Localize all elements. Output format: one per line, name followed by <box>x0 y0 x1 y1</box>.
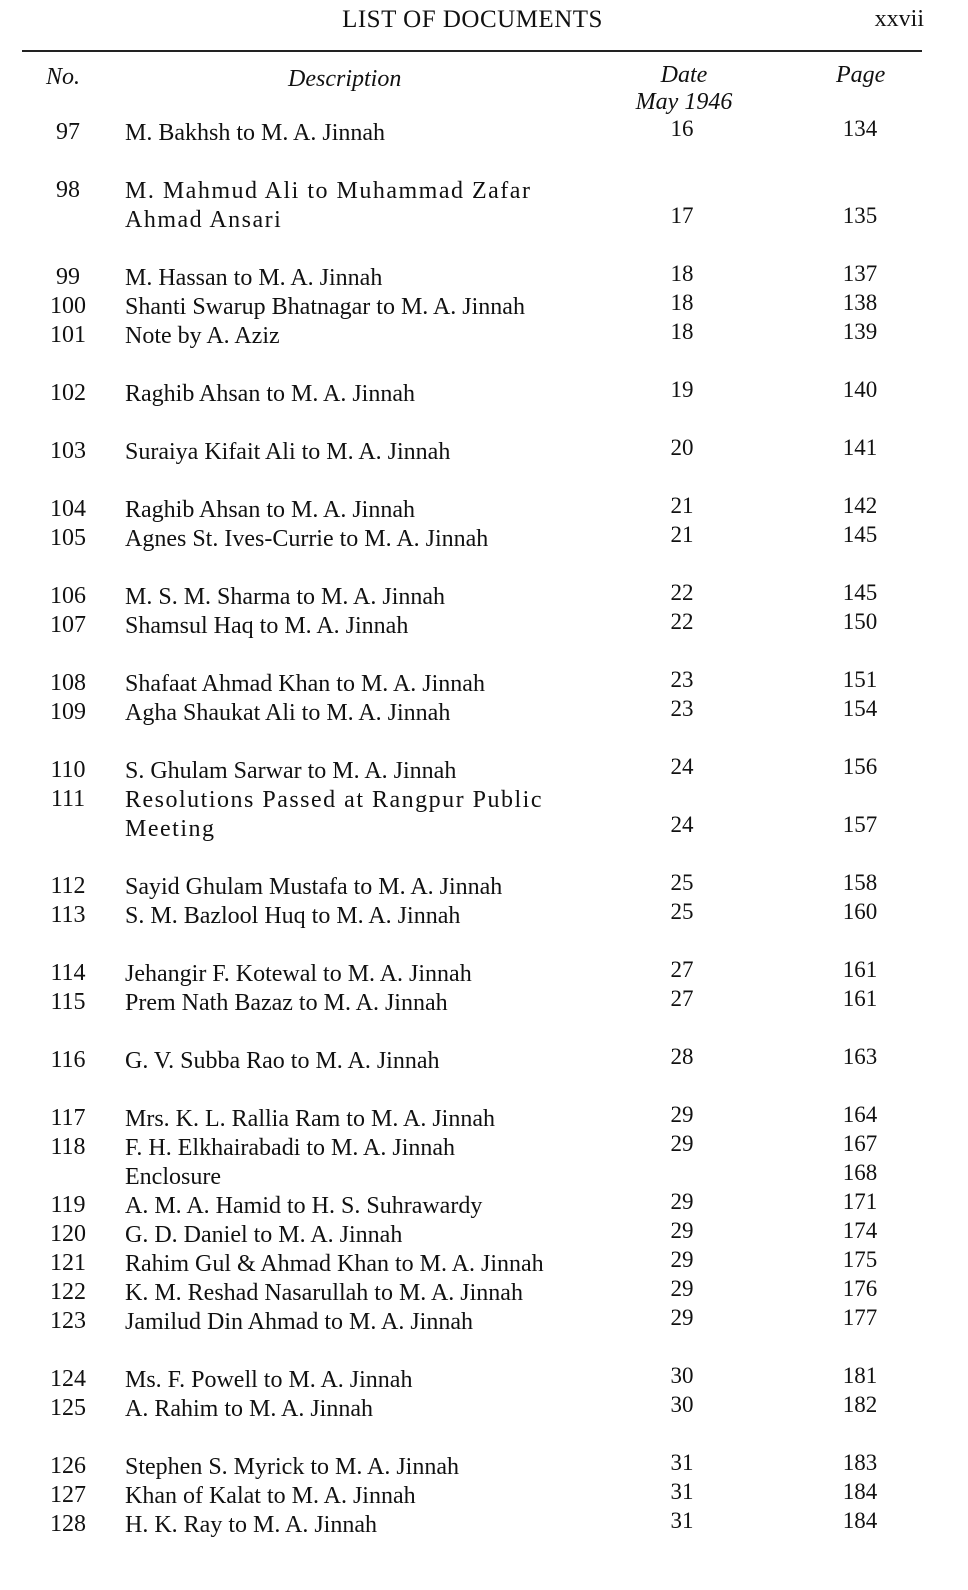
document-number: 126 <box>50 1453 86 1479</box>
document-date: 30 <box>670 1363 694 1388</box>
document-date: 24 <box>670 812 694 837</box>
document-page: 174 <box>842 1218 878 1243</box>
page-title: LIST OF DOCUMENTS <box>342 6 603 33</box>
document-page: 177 <box>842 1305 878 1330</box>
document-number: 102 <box>50 380 86 406</box>
document-description: Shamsul Haq to M. A. Jinnah <box>125 613 409 639</box>
document-number: 115 <box>50 989 86 1015</box>
column-header-date-label: Date <box>660 62 708 88</box>
group-spacer <box>0 638 968 667</box>
document-page: 151 <box>842 667 878 692</box>
document-date: 30 <box>670 1392 694 1417</box>
document-number: 103 <box>50 438 86 464</box>
document-row <box>0 319 968 348</box>
document-row <box>0 957 968 986</box>
document-date: 29 <box>670 1218 694 1243</box>
document-row <box>0 493 968 522</box>
document-number: 128 <box>50 1511 86 1537</box>
document-number: 99 <box>56 264 80 290</box>
document-number: 127 <box>50 1482 86 1508</box>
document-row <box>0 290 968 319</box>
document-date: 29 <box>670 1189 694 1214</box>
document-number: 117 <box>50 1105 86 1131</box>
header-rule <box>22 50 922 52</box>
document-date: 29 <box>670 1305 694 1330</box>
document-number: 123 <box>50 1308 86 1334</box>
document-row <box>0 1131 968 1160</box>
document-row <box>0 870 968 899</box>
document-row <box>0 580 968 609</box>
group-spacer <box>0 1421 968 1450</box>
document-row <box>0 522 968 551</box>
document-row <box>0 667 968 696</box>
document-number: 116 <box>50 1047 86 1073</box>
document-number: 118 <box>50 1134 86 1160</box>
document-description: Note by A. Aziz <box>125 323 280 349</box>
document-description: Jamilud Din Ahmad to M. A. Jinnah <box>125 1309 473 1335</box>
document-date: 17 <box>670 203 694 228</box>
document-page: 145 <box>842 580 878 605</box>
document-number: 105 <box>50 525 86 551</box>
document-description: M. Bakhsh to M. A. Jinnah <box>125 120 386 146</box>
document-description: A. M. A. Hamid to H. S. Suhrawardy <box>125 1193 483 1219</box>
document-date: 31 <box>670 1479 694 1504</box>
document-row <box>0 1392 968 1421</box>
document-date: 25 <box>670 870 694 895</box>
document-row <box>0 261 968 290</box>
document-number: 106 <box>50 583 86 609</box>
document-page: 183 <box>842 1450 878 1475</box>
document-description: Rahim Gul & Ahmad Khan to M. A. Jinnah <box>125 1251 544 1277</box>
document-date: 29 <box>670 1276 694 1301</box>
document-description: Mrs. K. L. Rallia Ram to M. A. Jinnah <box>125 1106 495 1132</box>
document-number: 98 <box>56 177 80 203</box>
document-number: 104 <box>50 496 86 522</box>
document-date: 27 <box>670 986 694 1011</box>
document-page: 182 <box>842 1392 878 1417</box>
document-description: Suraiya Kifait Ali to M. A. Jinnah <box>125 439 451 465</box>
document-page: 150 <box>842 609 878 634</box>
group-spacer <box>0 406 968 435</box>
document-page: 138 <box>842 290 878 315</box>
document-date: 21 <box>670 493 694 518</box>
document-page: 171 <box>842 1189 878 1214</box>
document-description: M. S. M. Sharma to M. A. Jinnah <box>125 584 446 610</box>
document-number: 100 <box>50 293 86 319</box>
document-row <box>0 174 968 232</box>
document-description: S. Ghulam Sarwar to M. A. Jinnah <box>125 758 457 784</box>
document-page: 135 <box>842 203 878 228</box>
group-spacer <box>0 1015 968 1044</box>
document-row <box>0 116 968 145</box>
document-page: 134 <box>842 116 878 141</box>
document-page: 164 <box>842 1102 878 1127</box>
document-page: 160 <box>842 899 878 924</box>
document-date: 29 <box>670 1247 694 1272</box>
document-row <box>0 1305 968 1334</box>
document-date: 22 <box>670 609 694 634</box>
document-page: 168 <box>842 1160 878 1185</box>
document-date: 31 <box>670 1450 694 1475</box>
document-description: S. M. Bazlool Huq to M. A. Jinnah <box>125 903 461 929</box>
document-row <box>0 1247 968 1276</box>
group-spacer <box>0 145 968 174</box>
document-number: 112 <box>50 873 86 899</box>
document-description: Khan of Kalat to M. A. Jinnah <box>125 1483 416 1509</box>
document-number: 113 <box>50 902 86 928</box>
group-spacer <box>0 1334 968 1363</box>
page-number: xxvii <box>874 6 924 32</box>
document-number: 124 <box>50 1366 86 1392</box>
document-date: 29 <box>670 1131 694 1156</box>
document-page: 140 <box>842 377 878 402</box>
document-description: Shanti Swarup Bhatnagar to M. A. Jinnah <box>125 294 525 320</box>
document-page: 175 <box>842 1247 878 1272</box>
group-spacer <box>0 1073 968 1102</box>
document-page: 145 <box>842 522 878 547</box>
document-date: 21 <box>670 522 694 547</box>
document-page: 167 <box>842 1131 878 1156</box>
document-number: 119 <box>50 1192 86 1218</box>
document-row <box>0 1218 968 1247</box>
document-number: 108 <box>50 670 86 696</box>
document-description: K. M. Reshad Nasarullah to M. A. Jinnah <box>125 1280 523 1306</box>
document-row <box>0 986 968 1015</box>
document-date: 29 <box>670 1102 694 1127</box>
document-row <box>0 1450 968 1479</box>
column-header-date <box>624 62 744 116</box>
document-description: M. Hassan to M. A. Jinnah <box>125 265 383 291</box>
document-page: 176 <box>842 1276 878 1301</box>
document-row <box>0 696 968 725</box>
document-row <box>0 435 968 464</box>
document-description: Ms. F. Powell to M. A. Jinnah <box>125 1367 413 1393</box>
document-description: Raghib Ahsan to M. A. Jinnah <box>125 497 416 523</box>
document-description: Enclosure <box>125 1164 221 1190</box>
document-page: 141 <box>842 435 878 460</box>
document-date: 31 <box>670 1508 694 1533</box>
document-description: Sayid Ghulam Mustafa to M. A. Jinnah <box>125 874 503 900</box>
document-page: 142 <box>842 493 878 518</box>
document-date: 28 <box>670 1044 694 1069</box>
document-page: 181 <box>842 1363 878 1388</box>
document-description: F. H. Elkhairabadi to M. A. Jinnah <box>125 1135 456 1161</box>
document-number: 121 <box>50 1250 86 1276</box>
column-header-no: No. <box>46 64 81 90</box>
document-page: 137 <box>842 261 878 286</box>
document-date: 18 <box>670 261 694 286</box>
document-number: 109 <box>50 699 86 725</box>
document-description: Agha Shaukat Ali to M. A. Jinnah <box>125 700 451 726</box>
group-spacer <box>0 725 968 754</box>
document-date: 20 <box>670 435 694 460</box>
document-date: 27 <box>670 957 694 982</box>
document-row <box>0 783 968 841</box>
group-spacer <box>0 928 968 957</box>
document-page: 154 <box>842 696 878 721</box>
document-description: G. V. Subba Rao to M. A. Jinnah <box>125 1048 440 1074</box>
document-number: 125 <box>50 1395 86 1421</box>
document-date: 18 <box>670 319 694 344</box>
document-row <box>0 1189 968 1218</box>
document-description: G. D. Daniel to M. A. Jinnah <box>125 1222 403 1248</box>
document-date: 22 <box>670 580 694 605</box>
group-spacer <box>0 232 968 261</box>
document-description: Stephen S. Myrick to M. A. Jinnah <box>125 1454 459 1480</box>
document-number: 107 <box>50 612 86 638</box>
document-row <box>0 899 968 928</box>
enclosure-row <box>0 1160 968 1189</box>
document-number: 122 <box>50 1279 86 1305</box>
document-page: 158 <box>842 870 878 895</box>
document-description: Prem Nath Bazaz to M. A. Jinnah <box>125 990 448 1016</box>
document-page: 161 <box>842 957 878 982</box>
document-page: 163 <box>842 1044 878 1069</box>
document-date: 16 <box>670 116 694 141</box>
document-page: 139 <box>842 319 878 344</box>
document-date: 23 <box>670 667 694 692</box>
document-list <box>0 116 968 1537</box>
document-date: 23 <box>670 696 694 721</box>
document-row <box>0 754 968 783</box>
document-row <box>0 1276 968 1305</box>
document-number: 111 <box>50 786 86 812</box>
document-description: Raghib Ahsan to M. A. Jinnah <box>125 381 416 407</box>
group-spacer <box>0 841 968 870</box>
column-header-date-sub: May 1946 <box>635 89 733 115</box>
document-number: 114 <box>50 960 86 986</box>
document-row <box>0 1479 968 1508</box>
document-description: A. Rahim to M. A. Jinnah <box>125 1396 374 1422</box>
document-number: 97 <box>56 119 80 145</box>
document-description: H. K. Ray to M. A. Jinnah <box>125 1512 377 1538</box>
column-header-description: Description <box>288 66 402 92</box>
document-page: 184 <box>842 1479 878 1504</box>
column-header-page: Page <box>836 62 886 88</box>
document-date: 18 <box>670 290 694 315</box>
document-row <box>0 1508 968 1537</box>
document-description: Resolutions Passed at Rangpur Public Meeting <box>125 787 543 842</box>
group-spacer <box>0 348 968 377</box>
document-row <box>0 377 968 406</box>
document-page: 157 <box>842 812 878 837</box>
group-spacer <box>0 551 968 580</box>
group-spacer <box>0 464 968 493</box>
document-description: M. Mahmud Ali to Muhammad Zafar Ahmad Ansari <box>125 178 532 233</box>
document-number: 110 <box>50 757 86 783</box>
document-date: 24 <box>670 754 694 779</box>
document-description: Agnes St. Ives-Currie to M. A. Jinnah <box>125 526 489 552</box>
document-description: Shafaat Ahmad Khan to M. A. Jinnah <box>125 671 485 697</box>
document-date: 19 <box>670 377 694 402</box>
document-date: 25 <box>670 899 694 924</box>
document-row <box>0 1044 968 1073</box>
document-page: 156 <box>842 754 878 779</box>
document-row <box>0 609 968 638</box>
document-page: 184 <box>842 1508 878 1533</box>
document-row <box>0 1363 968 1392</box>
document-number: 120 <box>50 1221 86 1247</box>
document-page: 161 <box>842 986 878 1011</box>
document-description: Jehangir F. Kotewal to M. A. Jinnah <box>125 961 472 987</box>
document-row <box>0 1102 968 1131</box>
document-number: 101 <box>50 322 86 348</box>
